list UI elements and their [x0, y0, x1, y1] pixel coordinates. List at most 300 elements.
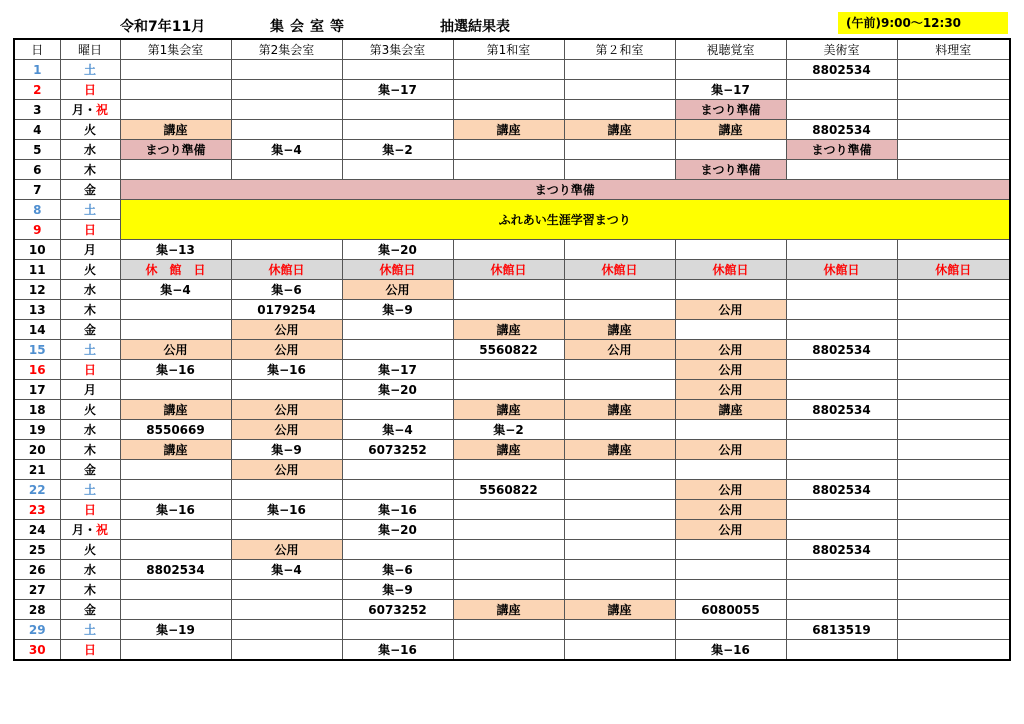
booking-cell	[786, 240, 897, 260]
day-number: 19	[14, 420, 60, 440]
booking-cell: 休館日	[897, 260, 1010, 280]
weekday: 月・祝	[60, 100, 120, 120]
table-row	[14, 300, 1010, 320]
booking-cell: 公用	[231, 540, 342, 560]
day-number: 22	[14, 480, 60, 500]
booking-cell	[786, 80, 897, 100]
table-row	[14, 160, 1010, 180]
day-number: 8	[14, 200, 60, 220]
day-number: 9	[14, 220, 60, 240]
day-number: 16	[14, 360, 60, 380]
booking-cell: 講座	[564, 600, 675, 620]
booking-cell	[453, 240, 564, 260]
booking-cell	[342, 320, 453, 340]
booking-cell	[342, 340, 453, 360]
booking-cell	[675, 140, 786, 160]
day-number: 3	[14, 100, 60, 120]
booking-cell	[231, 100, 342, 120]
booking-cell: 集−16	[120, 500, 231, 520]
booking-cell	[675, 420, 786, 440]
booking-cell: 休 館 日	[120, 260, 231, 280]
booking-cell	[120, 380, 231, 400]
booking-cell: 公用	[231, 460, 342, 480]
weekday: 日	[60, 640, 120, 661]
booking-cell: 集−13	[120, 240, 231, 260]
booking-cell: まつり準備	[675, 100, 786, 120]
booking-cell	[120, 60, 231, 80]
booking-cell	[897, 240, 1010, 260]
booking-cell	[897, 520, 1010, 540]
booking-cell: 5560822	[453, 480, 564, 500]
col-header: 第２和室	[564, 39, 675, 60]
table-row	[14, 260, 1010, 280]
booking-cell	[675, 620, 786, 640]
table-row	[14, 240, 1010, 260]
booking-cell	[453, 280, 564, 300]
booking-cell	[897, 360, 1010, 380]
col-header: 第1集会室	[120, 39, 231, 60]
booking-cell	[675, 240, 786, 260]
col-header: 第1和室	[453, 39, 564, 60]
table-row	[14, 320, 1010, 340]
table-row	[14, 580, 1010, 600]
day-number: 14	[14, 320, 60, 340]
booking-cell	[453, 380, 564, 400]
booking-cell: 公用	[675, 380, 786, 400]
booking-cell	[564, 360, 675, 380]
booking-cell	[786, 460, 897, 480]
booking-cell	[897, 620, 1010, 640]
booking-cell	[231, 120, 342, 140]
table-row	[14, 200, 1010, 220]
table-row	[14, 120, 1010, 140]
weekday: 木	[60, 300, 120, 320]
booking-cell	[786, 360, 897, 380]
booking-cell	[897, 400, 1010, 420]
booking-cell	[897, 540, 1010, 560]
booking-cell: 集−16	[342, 500, 453, 520]
col-header: 第2集会室	[231, 39, 342, 60]
booking-cell: 講座	[564, 440, 675, 460]
booking-cell	[564, 620, 675, 640]
booking-cell	[120, 160, 231, 180]
booking-cell: 集−4	[342, 420, 453, 440]
booking-cell	[453, 580, 564, 600]
booking-cell	[120, 100, 231, 120]
booking-cell	[897, 440, 1010, 460]
booking-cell	[897, 100, 1010, 120]
booking-cell: 集−9	[231, 440, 342, 460]
booking-cell: 集−17	[342, 80, 453, 100]
booking-cell: 公用	[231, 400, 342, 420]
booking-cell	[897, 140, 1010, 160]
day-number: 4	[14, 120, 60, 140]
booking-cell: 集−19	[120, 620, 231, 640]
booking-cell: 公用	[675, 300, 786, 320]
booking-cell: 講座	[453, 600, 564, 620]
weekday: 土	[60, 340, 120, 360]
weekday: 月	[60, 240, 120, 260]
weekday: 日	[60, 80, 120, 100]
booking-cell: 講座	[675, 120, 786, 140]
table-row	[14, 420, 1010, 440]
booking-cell	[231, 480, 342, 500]
booking-cell	[675, 560, 786, 580]
event-banner: まつり準備	[120, 180, 1010, 200]
table-row	[14, 140, 1010, 160]
table-row	[14, 360, 1010, 380]
booking-cell	[453, 640, 564, 661]
booking-cell: 集−16	[342, 640, 453, 661]
booking-cell	[564, 280, 675, 300]
col-header: 第3集会室	[342, 39, 453, 60]
booking-cell	[897, 320, 1010, 340]
booking-cell: 講座	[453, 120, 564, 140]
booking-cell: 公用	[120, 340, 231, 360]
booking-cell	[786, 560, 897, 580]
booking-cell	[786, 420, 897, 440]
booking-cell	[786, 520, 897, 540]
booking-cell	[675, 280, 786, 300]
header-row	[14, 39, 1010, 60]
booking-cell: 公用	[675, 520, 786, 540]
col-header: 美術室	[786, 39, 897, 60]
day-number: 2	[14, 80, 60, 100]
booking-cell	[231, 580, 342, 600]
booking-cell	[897, 80, 1010, 100]
booking-cell: まつり準備	[120, 140, 231, 160]
booking-cell	[453, 300, 564, 320]
col-header: 日	[14, 39, 60, 60]
day-number: 6	[14, 160, 60, 180]
booking-cell	[453, 360, 564, 380]
booking-cell: 6813519	[786, 620, 897, 640]
booking-cell	[231, 240, 342, 260]
booking-cell	[564, 520, 675, 540]
weekday: 金	[60, 320, 120, 340]
booking-cell	[897, 600, 1010, 620]
booking-cell: 講座	[120, 400, 231, 420]
table-row	[14, 560, 1010, 580]
booking-cell: 休館日	[342, 260, 453, 280]
booking-cell: 講座	[120, 440, 231, 460]
booking-cell	[675, 320, 786, 340]
booking-cell	[453, 140, 564, 160]
booking-cell	[453, 500, 564, 520]
booking-cell	[342, 400, 453, 420]
day-number: 17	[14, 380, 60, 400]
table-row	[14, 460, 1010, 480]
day-number: 21	[14, 460, 60, 480]
day-number: 5	[14, 140, 60, 160]
day-number: 7	[14, 180, 60, 200]
booking-cell: 6073252	[342, 440, 453, 460]
header-subtitle: 抽選結果表	[440, 19, 510, 35]
booking-cell	[897, 340, 1010, 360]
booking-cell	[120, 540, 231, 560]
weekday: 土	[60, 200, 120, 220]
booking-cell	[897, 420, 1010, 440]
booking-cell: 休館日	[231, 260, 342, 280]
day-number: 13	[14, 300, 60, 320]
day-number: 23	[14, 500, 60, 520]
booking-cell: 公用	[675, 340, 786, 360]
booking-cell: 講座	[564, 120, 675, 140]
booking-cell: 休館日	[786, 260, 897, 280]
weekday: 日	[60, 220, 120, 240]
booking-cell: 集−16	[231, 360, 342, 380]
booking-cell	[342, 480, 453, 500]
booking-cell: 集−6	[231, 280, 342, 300]
booking-cell	[675, 540, 786, 560]
booking-cell: 8802534	[786, 120, 897, 140]
booking-cell: 公用	[231, 320, 342, 340]
booking-cell: 集−2	[453, 420, 564, 440]
booking-cell: 公用	[564, 340, 675, 360]
booking-cell: 集−9	[342, 580, 453, 600]
booking-cell	[564, 140, 675, 160]
header-time-badge: (午前)9:00～12:30	[838, 12, 1008, 34]
booking-cell	[231, 600, 342, 620]
booking-cell	[786, 160, 897, 180]
booking-cell	[120, 320, 231, 340]
booking-cell: 講座	[564, 400, 675, 420]
table-row	[14, 440, 1010, 460]
table-row	[14, 380, 1010, 400]
booking-cell: 集−17	[675, 80, 786, 100]
booking-cell: 講座	[453, 320, 564, 340]
booking-cell	[564, 240, 675, 260]
booking-cell: 6080055	[675, 600, 786, 620]
booking-cell	[786, 300, 897, 320]
booking-cell	[453, 560, 564, 580]
booking-cell: 8802534	[786, 340, 897, 360]
booking-cell: 公用	[675, 360, 786, 380]
booking-cell	[897, 580, 1010, 600]
table-row	[14, 640, 1010, 661]
booking-cell	[120, 520, 231, 540]
day-number: 26	[14, 560, 60, 580]
table-row	[14, 340, 1010, 360]
table-row	[14, 80, 1010, 100]
booking-cell: 休館日	[675, 260, 786, 280]
weekday: 金	[60, 460, 120, 480]
booking-cell: 講座	[453, 400, 564, 420]
booking-cell	[897, 380, 1010, 400]
booking-cell: 6073252	[342, 600, 453, 620]
booking-cell	[231, 160, 342, 180]
booking-cell	[231, 520, 342, 540]
booking-cell	[786, 640, 897, 661]
booking-cell	[231, 380, 342, 400]
booking-cell: 休館日	[564, 260, 675, 280]
booking-cell	[564, 380, 675, 400]
weekday: 金	[60, 180, 120, 200]
booking-cell	[120, 580, 231, 600]
booking-cell	[564, 540, 675, 560]
day-number: 15	[14, 340, 60, 360]
booking-cell: 8802534	[786, 540, 897, 560]
table-row	[14, 180, 1010, 200]
booking-cell: 集−16	[120, 360, 231, 380]
booking-cell	[231, 620, 342, 640]
booking-cell: 集−4	[120, 280, 231, 300]
table-row	[14, 60, 1010, 80]
booking-cell: 集−16	[231, 500, 342, 520]
booking-cell	[564, 460, 675, 480]
booking-cell	[564, 160, 675, 180]
weekday: 火	[60, 400, 120, 420]
schedule-body	[14, 60, 1010, 661]
col-header: 曜日	[60, 39, 120, 60]
booking-cell	[342, 620, 453, 640]
booking-cell	[453, 460, 564, 480]
booking-cell	[231, 640, 342, 661]
booking-cell: 集−20	[342, 380, 453, 400]
weekday: 水	[60, 140, 120, 160]
weekday: 水	[60, 280, 120, 300]
day-number: 30	[14, 640, 60, 661]
weekday: 日	[60, 360, 120, 380]
table-row	[14, 500, 1010, 520]
booking-cell: 公用	[675, 500, 786, 520]
booking-cell: 8802534	[786, 480, 897, 500]
booking-cell	[564, 80, 675, 100]
booking-cell	[453, 160, 564, 180]
booking-cell	[342, 160, 453, 180]
weekday: 土	[60, 60, 120, 80]
weekday: 土	[60, 480, 120, 500]
booking-cell	[120, 480, 231, 500]
booking-cell	[786, 280, 897, 300]
booking-cell	[564, 480, 675, 500]
day-number: 25	[14, 540, 60, 560]
booking-cell: 集−2	[342, 140, 453, 160]
weekday: 月	[60, 380, 120, 400]
table-row	[14, 100, 1010, 120]
booking-cell: 8802534	[786, 60, 897, 80]
booking-cell	[342, 540, 453, 560]
weekday: 木	[60, 160, 120, 180]
day-number: 29	[14, 620, 60, 640]
booking-cell: 集−4	[231, 560, 342, 580]
header-date: 令和7年11月	[120, 19, 206, 35]
booking-cell: 休館日	[453, 260, 564, 280]
col-header: 料理室	[897, 39, 1010, 60]
table-row	[14, 620, 1010, 640]
booking-cell	[897, 480, 1010, 500]
booking-cell	[786, 100, 897, 120]
booking-cell: 0179254	[231, 300, 342, 320]
booking-cell	[675, 460, 786, 480]
booking-cell: まつり準備	[675, 160, 786, 180]
day-number: 10	[14, 240, 60, 260]
booking-cell	[120, 640, 231, 661]
booking-cell	[786, 320, 897, 340]
table-row	[14, 540, 1010, 560]
booking-cell	[897, 560, 1010, 580]
booking-cell	[564, 640, 675, 661]
booking-cell: 講座	[564, 320, 675, 340]
booking-cell	[786, 440, 897, 460]
booking-cell	[231, 80, 342, 100]
table-row	[14, 480, 1010, 500]
day-number: 11	[14, 260, 60, 280]
weekday: 水	[60, 560, 120, 580]
day-number: 24	[14, 520, 60, 540]
booking-cell	[453, 80, 564, 100]
booking-cell: 8550669	[120, 420, 231, 440]
booking-cell	[453, 540, 564, 560]
booking-cell: 8802534	[120, 560, 231, 580]
booking-cell	[120, 460, 231, 480]
booking-cell	[675, 60, 786, 80]
event-banner: ふれあい生涯学習まつり	[120, 200, 1010, 240]
booking-cell	[342, 100, 453, 120]
day-number: 12	[14, 280, 60, 300]
booking-cell	[342, 460, 453, 480]
booking-cell	[564, 560, 675, 580]
booking-cell: 講座	[675, 400, 786, 420]
booking-cell: 5560822	[453, 340, 564, 360]
booking-cell	[897, 640, 1010, 661]
booking-cell	[342, 120, 453, 140]
booking-cell: 8802534	[786, 400, 897, 420]
booking-cell	[120, 80, 231, 100]
booking-cell	[675, 580, 786, 600]
booking-cell	[564, 300, 675, 320]
booking-cell	[786, 600, 897, 620]
booking-cell: 集−9	[342, 300, 453, 320]
col-header: 視聴覚室	[675, 39, 786, 60]
booking-cell	[897, 460, 1010, 480]
booking-cell	[453, 520, 564, 540]
weekday: 火	[60, 540, 120, 560]
weekday: 木	[60, 440, 120, 460]
booking-cell	[453, 100, 564, 120]
booking-cell	[564, 580, 675, 600]
booking-cell	[564, 60, 675, 80]
booking-cell	[897, 60, 1010, 80]
booking-cell: 公用	[231, 340, 342, 360]
weekday: 土	[60, 620, 120, 640]
weekday: 金	[60, 600, 120, 620]
booking-cell	[897, 120, 1010, 140]
booking-cell	[453, 60, 564, 80]
schedule-table	[13, 38, 1011, 661]
weekday: 火	[60, 120, 120, 140]
header-title: 集会室等	[270, 19, 350, 35]
booking-cell	[897, 500, 1010, 520]
booking-cell	[120, 300, 231, 320]
booking-cell	[564, 100, 675, 120]
booking-cell: 講座	[453, 440, 564, 460]
booking-cell	[453, 620, 564, 640]
booking-cell: 公用	[342, 280, 453, 300]
booking-cell: まつり準備	[786, 140, 897, 160]
booking-cell: 集−4	[231, 140, 342, 160]
booking-cell	[786, 380, 897, 400]
booking-cell: 公用	[675, 480, 786, 500]
booking-cell	[120, 600, 231, 620]
booking-cell	[897, 280, 1010, 300]
day-number: 20	[14, 440, 60, 460]
booking-cell: 公用	[675, 440, 786, 460]
day-number: 1	[14, 60, 60, 80]
booking-cell	[897, 300, 1010, 320]
weekday: 火	[60, 260, 120, 280]
booking-cell	[231, 60, 342, 80]
